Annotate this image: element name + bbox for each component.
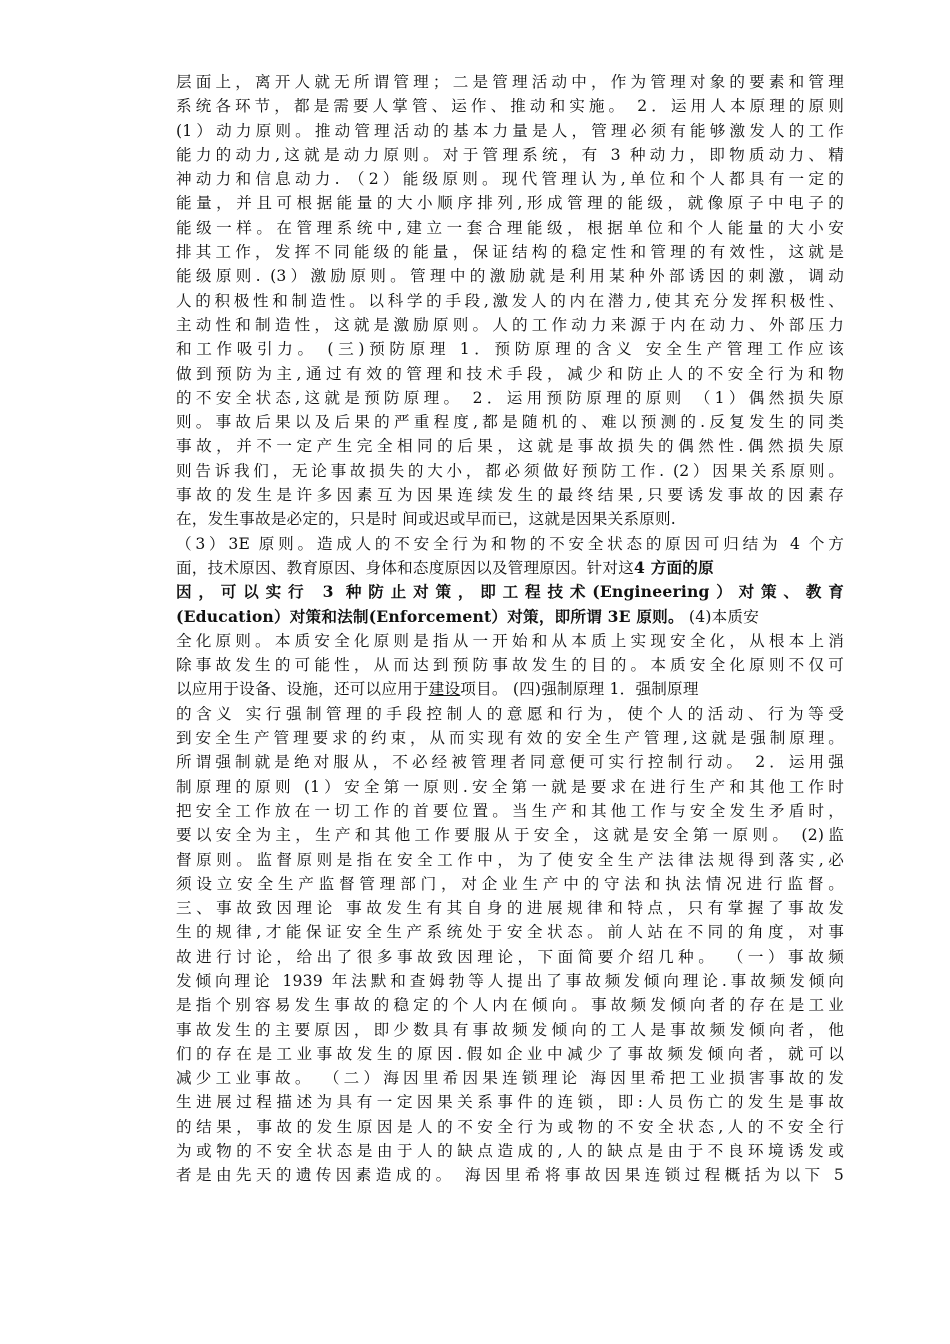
text-line: 生进展过程描述为具有一定因果关系事件的连锁，即:人员伤亡的发生是事故 xyxy=(176,1093,844,1112)
text-line: 减少工业事故。 （二）海因里希因果连锁理论 海因里希把工业损害事故的发 xyxy=(176,1069,844,1088)
text-line: （3）3E 原则。造成人的不安全行为和物的不安全状态的原因可归结为 4 个方 xyxy=(176,534,844,553)
text-line: 制原理的原则 (1）安全第一原则.安全第一就是要求在进行生产和其他工作时 xyxy=(176,777,844,796)
text-line: 者是由先天的遗传因素造成的。 海因里希将事故因果连锁过程概括为以下 5 xyxy=(176,1166,844,1185)
text-line: 神动力和信息动力. （2）能级原则。现代管理认为,单位和个人都具有一定的 xyxy=(176,170,844,189)
text-line-mixed xyxy=(176,605,844,629)
text-line: 事故的发生是许多因素互为因果连续发生的最终结果,只要诱发事故的因素存 xyxy=(176,486,844,505)
text-line: 主动性和制造性，这就是激励原则。人的工作动力来源于内在动力、外部压力 xyxy=(176,315,844,334)
text-line: 是指个别容易发生事故的稳定的个人内在倾向。事故频发倾向者的存在是工业 xyxy=(176,996,844,1015)
bold-text-segment: (Education）对策和法制(Enforcement）对策，即所谓 3E 原则。 xyxy=(176,606,684,626)
text-segment: 以应用于设备、设施，还可以应用于 xyxy=(176,680,429,699)
text-line: 层面上，离开人就无所谓管理；二是管理活动中，作为管理对象的要素和管理 xyxy=(176,73,844,91)
text-line: 到安全生产管理要求的约束，从而实现有效的安全生产管理,这就是强制原理。 xyxy=(176,729,844,748)
text-line: 能级一样。在管理系统中,建立一套合理能级，根据单位和个人能量的大小安 xyxy=(176,218,844,237)
text-line: 发倾向理论 1939 年法默和查姆勃等人提出了事故频发倾向理论.事故频发倾向 xyxy=(176,971,844,990)
text-line: 故进行讨论，给出了很多事故致因理论，下面简要介绍几种。 （一）事故频 xyxy=(176,947,844,966)
text-line: 把安全工作放在一切工作的首要位置。当生产和其他工作与安全发生矛盾时， xyxy=(176,801,844,820)
text-segment: (4)本质安 xyxy=(683,607,759,626)
text-segment: 项目。 (四)强制原理 1．强制原理 xyxy=(460,680,699,699)
text-line: 所谓强制就是绝对服从，不必经被管理者同意便可实行控制行动。 2．运用强 xyxy=(176,753,844,772)
underlined-link-text: 建设 xyxy=(428,680,461,699)
text-line: 能量，并且可根据能量的大小顺序排列,形成管理的能级，就像原子中电子的 xyxy=(176,194,844,213)
text-line: 全化原则。本质安全化原则是指从一开始和从本质上实现安全化，从根本上消 xyxy=(176,631,844,650)
text-line: 事故，并不一定产生完全相同的后果，这就是事故损失的偶然性.偶然损失原 xyxy=(176,437,844,456)
text-line-mixed xyxy=(176,677,844,701)
document-page xyxy=(176,70,844,1188)
bold-text-line: 因，可以实行 3 种防止对策，即工程技术(Engineering）对策、教育 xyxy=(176,582,844,602)
text-line: (1）动力原则。推动管理活动的基本力量是人，管理必须有能够激发人的工作 xyxy=(176,121,844,140)
text-line: 为或物的不安全状态是由于人的缺点造成的,人的缺点是由于不良环境诱发或 xyxy=(176,1142,844,1161)
text-line: 和工作吸引力。 (三)预防原理 1．预防原理的含义 安全生产管理工作应该 xyxy=(176,340,844,359)
text-line: 督原则。监督原则是指在安全工作中，为了使安全生产法律法规得到落实,必 xyxy=(176,850,844,869)
text-line: 则。事故后果以及后果的严重程度,都是随机的、难以预测的.反复发生的同类 xyxy=(176,413,844,432)
text-line: 人的积极性和制造性。以科学的手段,激发人的内在潜力,使其充分发挥积极性、 xyxy=(176,291,844,310)
text-line: 除事故发生的可能性，从而达到预防事故发生的目的。本质安全化原则不仅可 xyxy=(176,656,844,675)
text-segment: 面，技术原因、教育原因、身体和态度原因以及管理原因。针对这 xyxy=(176,558,635,577)
text-line: 们的存在是工业事故发生的原因.假如企业中减少了事故频发倾向者，就可以 xyxy=(176,1044,844,1063)
text-line-mixed xyxy=(176,556,844,580)
text-line: 能级原则. (3）激励原则。管理中的激励就是利用某种外部诱因的刺激，调动 xyxy=(176,267,844,286)
text-line: 排其工作，发挥不同能级的能量，保证结构的稳定性和管理的有效性，这就是 xyxy=(176,243,844,262)
text-line: 的不安全状态,这就是预防原理。 2．运用预防原理的原则 （1）偶然损失原 xyxy=(176,388,844,407)
text-line: 则告诉我们，无论事故损失的大小，都必须做好预防工作. (2）因果关系原则。 xyxy=(176,461,844,480)
text-line: 系统各环节，都是需要人掌管、运作、推动和实施。 2．运用人本原理的原则 xyxy=(176,97,844,116)
text-line: 三、事故致因理论 事故发生有其自身的进展规律和特点，只有掌握了事故发 xyxy=(176,899,844,918)
text-line: 做到预防为主,通过有效的管理和技术手段，减少和防止人的不安全行为和物 xyxy=(176,364,844,383)
text-line: 的含义 实行强制管理的手段控制人的意愿和行为，使个人的活动、行为等受 xyxy=(176,704,844,723)
text-line: 事故发生的主要原因，即少数具有事故频发倾向的工人是事故频发倾向者，他 xyxy=(176,1020,844,1039)
text-line: 生的规律,才能保证安全生产系统处于安全状态。前人站在不同的角度，对事 xyxy=(176,923,844,942)
bold-text-segment: 4 方面的原 xyxy=(634,557,714,577)
text-line: 在，发生事故是必定的，只是时 间或迟或早而已，这就是因果关系原则. xyxy=(176,510,676,529)
text-line: 要以安全为主，生产和其他工作要服从于安全，这就是安全第一原则。 (2)监 xyxy=(176,826,844,845)
text-line: 的结果，事故的发生原因是人的不安全行为或物的不安全状态,人的不安全行 xyxy=(176,1117,844,1136)
text-line: 须设立安全生产监督管理部门，对企业生产中的守法和执法情况进行监督。 xyxy=(176,874,844,893)
text-line: 能力的动力,这就是动力原则。对于管理系统，有 3 种动力，即物质动力、精 xyxy=(176,145,844,164)
